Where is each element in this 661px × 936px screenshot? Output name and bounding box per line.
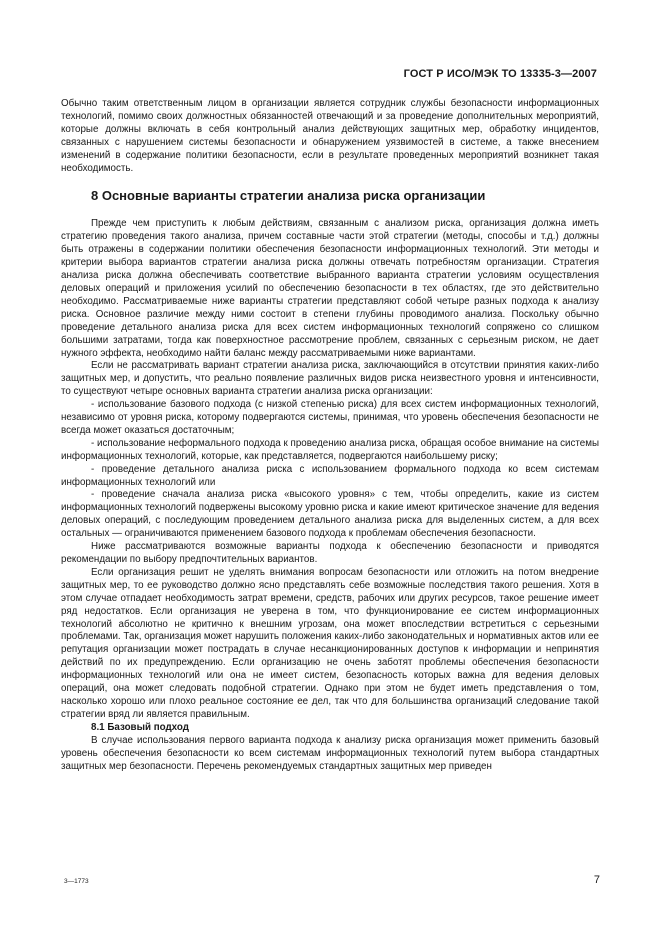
paragraph: Ниже рассматриваются возможные варианты подхода к обеспечению безопасности и приводятся рекомендации по выбору предпочтительных вариантов.	[61, 541, 599, 565]
paragraph: В случае использования первого варианта подхода к анализу риска организация может применить базовый уровень обеспечения безопасности ко всем системам информационных технологий путем выбора стандартных защитных мер безопасности. Перечень рекомендуемых стандартных защитных мер приведен	[61, 734, 599, 772]
paragraph: Если организация решит не уделять внимания вопросам безопасности или отложить на потом внедрение защитных мер, то ее руководство должно ясно представлять себе возможные последствия такого решения. Хотя в этом случае отпадает необходимость затрат времени, средств, рабочих или других ресурсов, такое решение имеет ряд недостатков. Если организация не уверена в том, что функционирование ее систем информационных технологий абсолютно не критично к внешним угрозам, она может впоследствии встретиться с серьезными проблемами. Так, организация может нарушить положения каких-либо законодательных и нормативных актов или ее репутация организации может пострадать в случае несанкционированных доступов к информации и непринятия действий по их предупреждению. Если организацию не очень заботят проблемы обеспечения безопасности информационных технологий или она не имеет систем, безопасность которых важна для ведения деловых операций, она может следовать подобной стратегии. Однако при этом не будет иметь представления о том, насколько хорошо или плохо реальное состояние ее дел, так что для большинства организаций следование такой стратегии вряд ли является правильным.	[61, 566, 599, 720]
standard-header: ГОСТ Р ИСО/МЭК ТО 13335-3—2007	[403, 68, 597, 80]
list-item: - проведение детального анализа риска с использованием формального подхода ко всем системам информационных технологий или	[61, 463, 599, 488]
section-8-heading: 8 Основные варианты стратегии анализа риска организации	[91, 188, 486, 204]
list-item: - использование неформального подхода к проведению анализа риска, обращая особое внимание на системы информационных технологий, которые, как представляется, подвергаются наибольшему риску;	[61, 437, 599, 462]
list-item: - использование базового подхода (с низкой степенью риска) для всех систем информационных технологий, независимо от уровня риска, которому подвергаются системы, принимая, что уровень обеспечения безопасности не всегда может оказаться достаточным;	[61, 399, 599, 436]
list-item: - проведение сначала анализа риска «высокого уровня» с тем, чтобы определить, какие из систем информационных технологий подвержены высокому уровню риска и какие имеют критическое значение для ведения деловых операций, с последующим проведением детального анализа риска для выделенных систем, а для всех остальных — ограничиваются применением базового подхода к проблемам обеспечения безопасности.	[61, 489, 599, 540]
paragraph: Если не рассматривать вариант стратегии анализа риска, заключающийся в отсутствии принятия каких-либо защитных мер, и допустить, что реально появление различных видов риска неизвестного уровня и интенсивности, то существуют четыре основных варианта стратегии анализа риска организации:	[61, 360, 599, 398]
document-body	[61, 98, 599, 773]
paragraph: Прежде чем приступить к любым действиям, связанным с анализом риска, организация должна иметь стратегию проведения такого анализа, причем составные части этой стратегии (методы, способы и т.д.) должны быть отражены в содержании политики обеспечения безопасности информационных технологий. Эти методы и критерии выбора вариантов стратегии анализа риска должны отвечать потребностям организации. Стратегия анализа риска должна обеспечивать соответствие выбранного варианта стратегии условиям осуществления деловых операций и приложения усилий по обеспечению безопасности в тех областях, где это действительно необходимо. Рассматриваемые ниже варианты стратегии представляют собой четыре разных подхода к анализу риска. Основное различие между ними состоит в степени глубины проводимого анализа. Поскольку обычно проведение детального анализа риска для всех систем информационных технологий сопряжено со слишком большими затратами, тогда как поверхностное рассмотрение проблем, связанных с серьезным риском, не дает нужного эффекта, необходимо найти баланс между рассматриваемыми ниже вариантами.	[61, 218, 599, 359]
sheet-mark: 3—1773	[64, 878, 89, 885]
subsection-8-1-heading: 8.1 Базовый подход	[91, 721, 189, 733]
page-number: 7	[593, 874, 600, 886]
intro-paragraph: Обычно таким ответственным лицом в организации является сотрудник службы безопасности информационных технологий, помимо своих должностных обязанностей отвечающий и за проведение дополнительных мероприятий, которые должны включать в себя контрольный анализ действующих защитных мер, обработку инцидентов, связанных с нарушением системы безопасности и обнаружением уязвимостей в системе, а также внесением изменений в содержание политики безопасности, если в результате проведенных мероприятий возникнет такая необходимость.	[61, 98, 599, 174]
